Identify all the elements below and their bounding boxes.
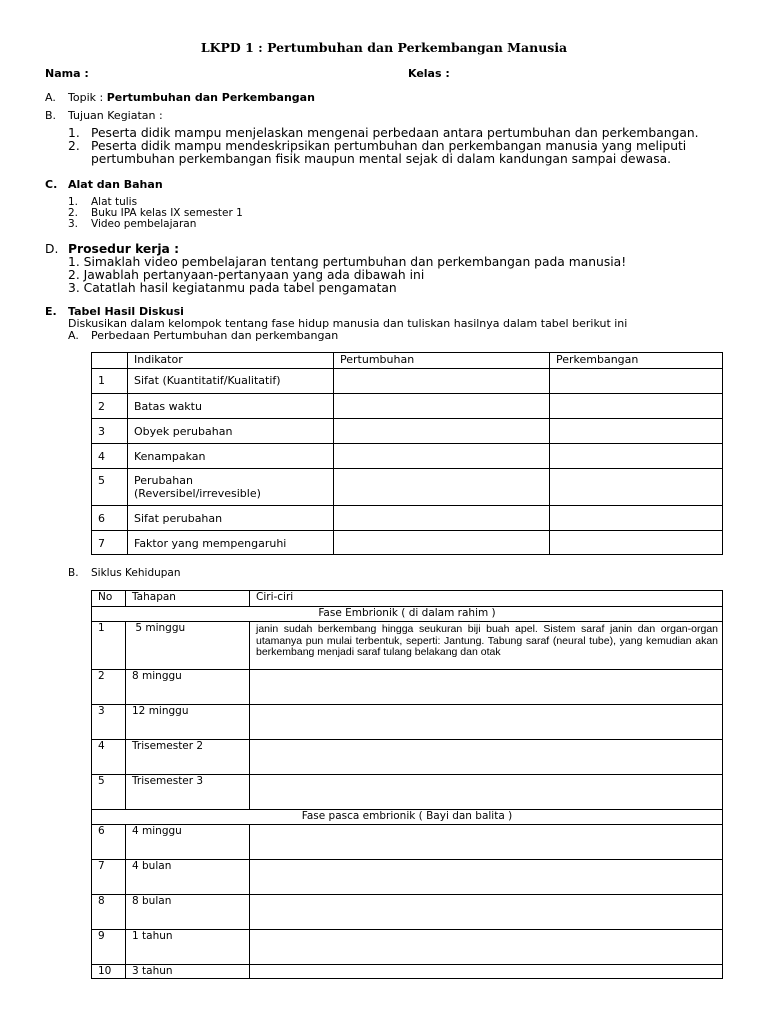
answer-cell-pertumbuhan[interactable] xyxy=(334,531,550,555)
sub-a-label: Perbedaan Pertumbuhan dan perkembangan xyxy=(91,329,339,342)
table-row xyxy=(92,419,723,444)
goal-2-line1: Peserta didik mampu mendeskripsikan pertumbuhan dan perkembangan manusia yang meliputi xyxy=(91,139,687,153)
sub-b-label: Siklus Kehidupan xyxy=(91,567,181,579)
phase-label: Fase Embrionik ( di dalam rahim ) xyxy=(92,607,723,622)
answer-cell-pertumbuhan[interactable] xyxy=(334,506,550,531)
table-header-row xyxy=(92,591,723,607)
section-a-marker: A. xyxy=(45,91,56,104)
table-row xyxy=(92,930,723,965)
header-cell-tahapan: Tahapan xyxy=(126,591,250,607)
row-no: 2 xyxy=(92,670,126,705)
row-ciri[interactable] xyxy=(250,860,723,895)
table-row xyxy=(92,622,723,670)
sub-b-marker: B. xyxy=(68,567,79,579)
row-no: 7 xyxy=(92,531,128,555)
table-row xyxy=(92,670,723,705)
section-c-marker: C. xyxy=(45,178,58,191)
table-row xyxy=(92,860,723,895)
section-d-marker: D. xyxy=(45,242,59,256)
tool-3-text: Video pembelajaran xyxy=(91,218,197,230)
answer-cell-perkembangan[interactable] xyxy=(550,444,723,469)
comparison-table xyxy=(91,352,723,555)
step-3: 3. Catatlah hasil kegiatanmu pada tabel pengamatan xyxy=(68,281,397,295)
row-ciri[interactable] xyxy=(250,965,723,979)
answer-cell-pertumbuhan[interactable] xyxy=(334,419,550,444)
topic-value: Pertumbuhan dan Perkembangan xyxy=(106,91,315,104)
header-cell-perkembangan: Perkembangan xyxy=(550,353,723,369)
goal-1-num: 1. xyxy=(68,126,80,140)
kelas-label: Kelas : xyxy=(408,67,450,80)
phase-label: Fase pasca embrionik ( Bayi dan balita ) xyxy=(92,810,723,825)
goal-2-num: 2. xyxy=(68,139,80,153)
table-row xyxy=(92,469,723,506)
row-no: 1 xyxy=(92,622,126,670)
nama-label: Nama : xyxy=(45,67,89,80)
row-no: 5 xyxy=(92,469,128,506)
row-no: 8 xyxy=(92,895,126,930)
table-row xyxy=(92,705,723,740)
table-row xyxy=(92,444,723,469)
row-tahapan: 1 tahun xyxy=(126,930,250,965)
answer-cell-perkembangan[interactable] xyxy=(550,506,723,531)
answer-cell-perkembangan[interactable] xyxy=(550,531,723,555)
row-no: 4 xyxy=(92,740,126,775)
answer-cell-pertumbuhan[interactable] xyxy=(334,444,550,469)
section-b-label: Tujuan Kegiatan : xyxy=(68,109,163,122)
row-tahapan: 4 minggu xyxy=(126,825,250,860)
tool-2-text: Buku IPA kelas IX semester 1 xyxy=(91,207,243,219)
row-ciri[interactable] xyxy=(250,825,723,860)
table-row xyxy=(92,531,723,555)
section-b-marker: B. xyxy=(45,109,57,122)
row-ciri[interactable] xyxy=(250,670,723,705)
table-row xyxy=(92,895,723,930)
row-tahapan: 8 bulan xyxy=(126,895,250,930)
step-2: 2. Jawablah pertanyaan-pertanyaan yang ada dibawah ini xyxy=(68,268,425,282)
row-tahapan: Trisemester 3 xyxy=(126,775,250,810)
row-tahapan: 3 tahun xyxy=(126,965,250,979)
row-tahapan: 5 minggu xyxy=(126,622,250,670)
header-cell-no xyxy=(92,353,128,369)
header-cell-indikator: Indikator xyxy=(128,353,334,369)
section-d-label: Prosedur kerja : xyxy=(68,242,180,256)
table-header-row xyxy=(92,353,723,369)
section-a-line xyxy=(68,91,315,104)
row-tahapan: 4 bulan xyxy=(126,860,250,895)
row-no: 6 xyxy=(92,506,128,531)
row-indikator: Sifat perubahan xyxy=(128,506,334,531)
row-tahapan: 12 minggu xyxy=(126,705,250,740)
tool-1-text: Alat tulis xyxy=(91,196,138,208)
table-row xyxy=(92,825,723,860)
row-indikator: Sifat (Kuantitatif/Kualitatif) xyxy=(128,369,334,394)
table-row xyxy=(92,775,723,810)
answer-cell-pertumbuhan[interactable] xyxy=(334,469,550,506)
table-row xyxy=(92,506,723,531)
row-no: 1 xyxy=(92,369,128,394)
answer-cell-perkembangan[interactable] xyxy=(550,394,723,419)
row-no: 6 xyxy=(92,825,126,860)
section-e-label: Tabel Hasil Diskusi xyxy=(68,305,184,318)
answer-cell-perkembangan[interactable] xyxy=(550,469,723,506)
goal-2-line2: pertumbuhan perkembangan fisik maupun mental sejak di dalam kandungan sampai dewasa. xyxy=(91,152,672,166)
row-indikator: Obyek perubahan xyxy=(128,419,334,444)
row-tahapan: 8 minggu xyxy=(126,670,250,705)
row-ciri[interactable] xyxy=(250,705,723,740)
answer-cell-perkembangan[interactable] xyxy=(550,419,723,444)
section-c-label: Alat dan Bahan xyxy=(68,178,163,191)
phase-row-embrionik xyxy=(92,607,723,622)
row-no: 4 xyxy=(92,444,128,469)
row-no: 10 xyxy=(92,965,126,979)
row-indikator-line1: Perubahan xyxy=(134,474,193,487)
topic-prefix: Topik : xyxy=(68,91,107,104)
row-ciri[interactable]: janin sudah berkembang hingga seukuran biji buah apel. Sistem saraf janin dan organ-organ utamanya pun mulai terbentuk, seperti: Jantung. Tabung saraf (neural tube), yang kemudian akan berkembang menjadi saraf tulang belakang dan otak xyxy=(250,622,723,670)
tool-3-num: 3. xyxy=(68,218,79,230)
row-no: 2 xyxy=(92,394,128,419)
answer-cell-pertumbuhan[interactable] xyxy=(334,394,550,419)
sub-a-marker: A. xyxy=(68,329,79,342)
answer-cell-pertumbuhan[interactable] xyxy=(334,369,550,394)
row-indikator: Batas waktu xyxy=(128,394,334,419)
page-title: LKPD 1 : Pertumbuhan dan Perkembangan Manusia xyxy=(200,40,568,55)
answer-cell-perkembangan[interactable] xyxy=(550,369,723,394)
row-ciri[interactable] xyxy=(250,895,723,930)
row-indikator: Faktor yang mempengaruhi xyxy=(128,531,334,555)
row-ciri[interactable] xyxy=(250,775,723,810)
phase-row-pasca-embrionik xyxy=(92,810,723,825)
row-indikator xyxy=(128,469,334,506)
row-ciri[interactable] xyxy=(250,930,723,965)
row-no: 3 xyxy=(92,705,126,740)
table-row xyxy=(92,394,723,419)
row-ciri[interactable] xyxy=(250,740,723,775)
row-no: 3 xyxy=(92,419,128,444)
life-cycle-table xyxy=(91,590,723,979)
section-e-instruction: Diskusikan dalam kelompok tentang fase hidup manusia dan tuliskan hasilnya dalam tabel berikut ini xyxy=(68,317,628,330)
table-row xyxy=(92,965,723,979)
goal-1-text: Peserta didik mampu menjelaskan mengenai perbedaan antara pertumbuhan dan perkembangan. xyxy=(91,126,699,140)
row-indikator: Kenampakan xyxy=(128,444,334,469)
row-no: 5 xyxy=(92,775,126,810)
header-cell-ciri: Ciri-ciri xyxy=(250,591,723,607)
row-tahapan: Trisemester 2 xyxy=(126,740,250,775)
row-indikator-line2: (Reversibel/irrevesible) xyxy=(134,487,261,500)
row-no: 9 xyxy=(92,930,126,965)
table-row xyxy=(92,740,723,775)
header-cell-pertumbuhan: Pertumbuhan xyxy=(334,353,550,369)
tool-2-num: 2. xyxy=(68,207,79,219)
section-e-marker: E. xyxy=(45,305,57,318)
table-row xyxy=(92,369,723,394)
row-no: 7 xyxy=(92,860,126,895)
tool-1-num: 1. xyxy=(68,196,79,208)
step-1: 1. Simaklah video pembelajaran tentang pertumbuhan dan perkembangan pada manusia! xyxy=(68,255,627,269)
header-cell-no: No xyxy=(92,591,126,607)
